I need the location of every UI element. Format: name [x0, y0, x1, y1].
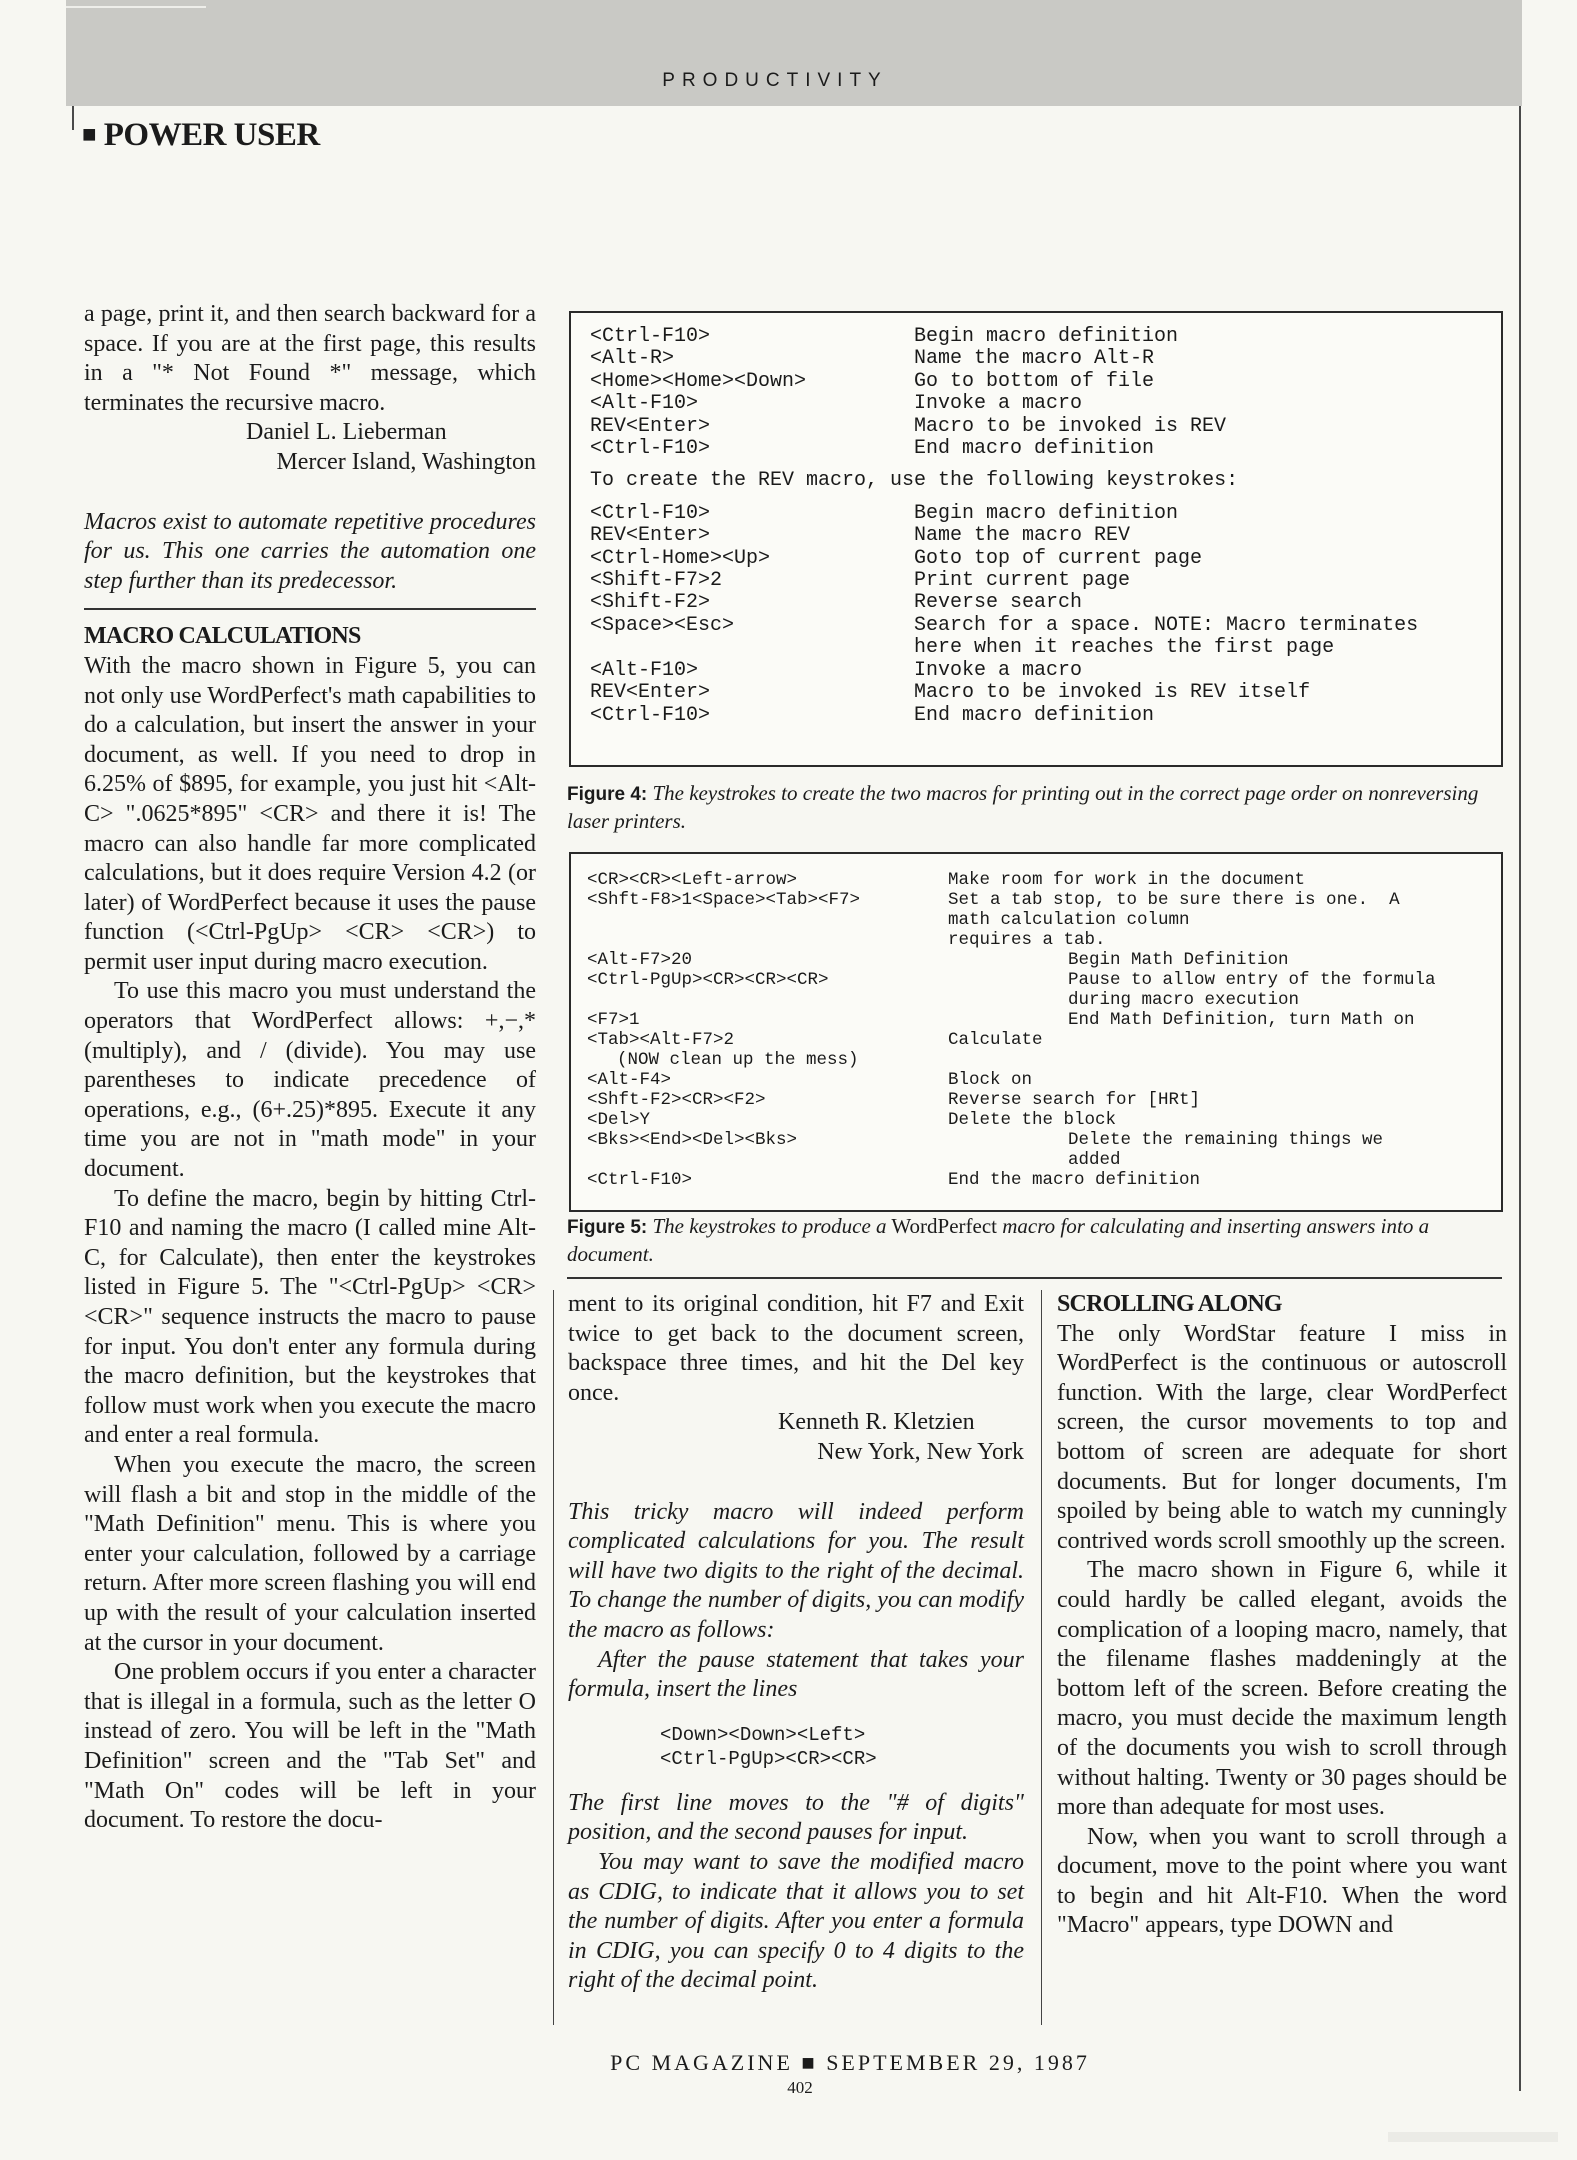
keystroke: <CR><CR><Left-arrow> — [587, 870, 798, 890]
keystroke: <Shft-F8>1<Space><Tab><F7> — [587, 890, 861, 910]
column-2 — [568, 1290, 1024, 1996]
keystroke: <Ctrl-F10> — [590, 437, 711, 461]
listing-row — [590, 371, 1501, 393]
paragraph: When you execute the macro, the screen will flash a bit and stop in the middle of the "Math Definition" menu. This is where you enter your calculation, followed by a carriage return. After more screen flashing you will end up with the result of your calculation inserted at the cursor in your document. — [84, 1451, 536, 1656]
keystroke-description: End Math Definition, turn Math on — [1068, 1010, 1415, 1030]
column-divider — [1041, 1290, 1042, 2025]
editor-note: You may want to save the modified macro as CDIG, to indicate that it allows you to set the number of digits. After you enter a formula in CDIG, you can specify 0 to 4 digits to the right of the decimal point. — [568, 1848, 1024, 1994]
paragraph: To define the macro, begin by hitting Ctrl-F10 and naming the macro (I called mine Alt-C, for Calculate), then enter the keystrokes listed in Figure 5. The "<Ctrl-PgUp> <CR> <CR>" sequence instructs the macro to pause for input. You don't enter any formula during the macro definition, but the keystrokes that follow must work when you execute the macro and enter a real formula. — [84, 1185, 536, 1449]
header-highlight-line — [66, 6, 206, 8]
keystroke-description: Search for a space. NOTE: Macro terminates here when it reaches the first page — [914, 613, 1419, 660]
caption-text: The keystrokes to create the two macros for printing out in the correct page order on nonreversing laser printers. — [567, 781, 1479, 833]
paragraph: ment to its original condition, hit F7 and Exit twice to get back to the document screen, backspace three times, and hit the Del key once. — [568, 1291, 1024, 1406]
listing-row — [587, 1070, 1501, 1090]
keystroke-description: Reverse search for [HRt] — [948, 1090, 1201, 1110]
listing-row — [590, 682, 1501, 704]
paragraph: Now, when you want to scroll through a document, move to the point where you want to begin and hit Alt-F10. When the word "Macro" appears, type DOWN and — [1057, 1823, 1507, 1939]
keystroke-description: Go to bottom of file — [914, 369, 1155, 393]
keystroke: <Ctrl-F10> — [590, 703, 711, 727]
column-1 — [84, 300, 536, 1836]
keystroke-description — [948, 1050, 1498, 1070]
listing-row — [587, 1170, 1501, 1190]
keystroke: <Shift-F2> — [590, 591, 711, 615]
keystroke-description: Print current page — [914, 569, 1131, 593]
listing-row — [590, 570, 1501, 592]
keystroke: <Ctrl-F10> — [590, 325, 711, 348]
figure-4-listing — [569, 311, 1503, 767]
department-bullet: ■ — [82, 122, 96, 148]
signature-place: New York, New York — [817, 1438, 1024, 1465]
keystroke: <Shft-F2><CR><F2> — [587, 1090, 766, 1110]
keystroke: REV<Enter> — [590, 681, 711, 705]
keystroke: <Tab><Alt-F7>2 — [587, 1030, 735, 1050]
keystroke-description: Delete the block — [948, 1110, 1117, 1130]
keystroke-description: Delete the remaining things we added — [1068, 1130, 1384, 1170]
keystroke: <Alt-F4> — [587, 1070, 672, 1090]
figure-4-caption — [567, 780, 1502, 834]
caption-label: Figure 4: — [567, 784, 648, 805]
listing-row — [587, 1010, 1501, 1030]
code-line: <Ctrl-PgUp><CR><CR> — [660, 1747, 877, 1770]
listing-row — [590, 416, 1501, 438]
listing-part-a — [590, 326, 1501, 460]
keystroke-description: Begin Math Definition — [1068, 950, 1289, 970]
left-rule — [72, 106, 74, 130]
keystroke-description: End macro definition — [914, 703, 1155, 727]
section-divider — [84, 608, 536, 610]
section-label: PRODUCTIVITY — [662, 70, 888, 91]
caption-text: macro for calculating and inserting answers into a document. — [567, 1214, 1430, 1266]
listing-row — [590, 592, 1501, 614]
keystroke: <Alt-R> — [590, 347, 675, 371]
keystroke: <Alt-F7>20 — [587, 950, 693, 970]
department-heading — [82, 117, 320, 154]
listing-row — [587, 870, 1501, 890]
column-3 — [1057, 1290, 1507, 1941]
keystroke: <Shift-F7>2 — [590, 569, 723, 593]
listing-row — [590, 438, 1501, 460]
listing-row — [587, 890, 1501, 950]
keystroke: REV<Enter> — [590, 414, 711, 438]
editor-note: Macros exist to automate repetitive procedures for us. This one carries the automation one step further than its predecessor. — [84, 508, 536, 594]
footer-separator: ■ — [801, 2050, 818, 2075]
paragraph: The only WordStar feature I miss in WordPerfect is the continuous or autoscroll function. With the large, clear WordPerfect screen, the cursor movements to top and bottom of screen are adequate for short documents. But for longer documents, I'm spoiled by being able to watch my cunningly contrived words scroll smoothly up the screen. — [1057, 1320, 1507, 1554]
listing-row — [590, 503, 1501, 525]
editor-note: After the pause statement that takes your formula, insert the lines — [568, 1646, 1024, 1703]
keystroke: <F7>1 — [587, 1010, 640, 1030]
keystroke-description: Set a tab stop, to be sure there is one. A math calculation column requires a tab. — [948, 890, 1400, 950]
keystroke-description: Calculate — [948, 1030, 1043, 1050]
keystroke: <Home><Home><Down> — [590, 369, 807, 393]
keystroke-description: Begin macro definition — [914, 325, 1179, 348]
listing-row — [590, 615, 1501, 660]
listing-row — [587, 1030, 1501, 1050]
listing-row — [590, 548, 1501, 570]
scan-watermark — [1388, 2132, 1558, 2142]
keystroke-description: Pause to allow entry of the formula during macro execution — [1068, 970, 1436, 1010]
keystroke: REV<Enter> — [590, 524, 711, 548]
keystroke-description: Invoke a macro — [914, 658, 1083, 682]
paragraph: To use this macro you must understand the operators that WordPerfect allows: +,−,* (multiply), and / (divide). You may use parentheses to indicate precedence of operations, e.g., (6+.25)*895. Execute it any time you are not in "math mode" in your document. — [84, 978, 536, 1183]
department-title: POWER USER — [103, 117, 320, 153]
keystroke-description: Reverse search — [914, 591, 1083, 615]
page-margin-corner — [0, 0, 66, 106]
keystroke-description: Invoke a macro — [914, 392, 1083, 416]
keystroke-description: Name the macro REV — [914, 524, 1131, 548]
keystroke: <Ctrl-Home><Up> — [590, 546, 771, 570]
keystroke: <Space><Esc> — [590, 613, 735, 637]
keystroke-description: End macro definition — [914, 437, 1155, 461]
page-footer — [400, 2050, 1300, 2076]
signature-place: Mercer Island, Washington — [276, 448, 536, 475]
keystroke-description: Name the macro Alt-R — [914, 347, 1155, 371]
caption-label: Figure 5: — [567, 1217, 648, 1238]
listing-row — [587, 1130, 1501, 1170]
keystroke: <Bks><End><Del><Bks> — [587, 1130, 798, 1150]
keystroke: <Alt-F10> — [590, 658, 699, 682]
signature-name: Kenneth R. Kletzien — [778, 1409, 975, 1436]
keystroke-description: Goto top of current page — [914, 546, 1203, 570]
paragraph: a page, print it, and then search backward for a space. If you are at the first page, this results in a "* Not Found *" message, which terminates the recursive macro. — [84, 301, 536, 416]
listing-instruction: To create the REV macro, use the following keystrokes: — [590, 469, 1239, 493]
caption-product: WordPerfect — [891, 1214, 998, 1238]
right-rule — [1519, 106, 1521, 2091]
listing-row — [590, 348, 1501, 370]
listing-row — [587, 970, 1501, 1010]
listing-row — [590, 660, 1501, 682]
keystroke-description: Macro to be invoked is REV itself — [914, 681, 1311, 705]
listing-row — [590, 326, 1501, 348]
magazine-name: PC MAGAZINE — [610, 2050, 793, 2075]
code-line: <Down><Down><Left> — [660, 1723, 866, 1746]
caption-text: The keystrokes to produce a — [652, 1214, 887, 1238]
keystroke-description: Macro to be invoked is REV — [914, 414, 1227, 438]
signature-name: Daniel L. Lieberman — [246, 419, 447, 446]
listing-part-b — [590, 503, 1501, 727]
paragraph: The macro shown in Figure 6, while it could hardly be called elegant, avoids the complication of a looping macro, namely, that the filename flashes maddeningly at the bottom left of the screen. Before creating the macro, you must decide the maximum length of the documents you wish to scroll through without halting. Twenty or 30 pages should be more than adequate for most uses. — [1057, 1557, 1507, 1821]
listing-rows — [571, 854, 1501, 1190]
listing-row — [590, 393, 1501, 415]
figure-5-caption — [567, 1213, 1502, 1267]
code-snippet — [660, 1723, 1024, 1771]
page-number: 402 — [787, 2078, 813, 2097]
figure-bottom-rule — [567, 1277, 1502, 1279]
listing-row — [590, 525, 1501, 547]
listing-row — [587, 1110, 1501, 1130]
paragraph: With the macro shown in Figure 5, you can not only use WordPerfect's math capabilities to do a calculation, but insert the answer in your document, as well. If you need to drop in 6.25% of $895, for example, you just hit <Alt-C> ".0625*895" <CR> and there it is! The macro can also handle far more complicated calculations, but it does require Version 4.2 (or later) of WordPerfect because it uses the pause function (<Ctrl-PgUp> <CR> <CR>) to permit user input during macro execution. — [84, 652, 536, 975]
editor-note: This tricky macro will indeed perform complicated calculations for you. The result will have two digits to the right of the decimal. To change the number of digits, you can modify the macro as follows: — [568, 1498, 1024, 1643]
section-heading: MACRO CALCULATIONS — [84, 623, 361, 650]
keystroke: <Alt-F10> — [590, 392, 699, 416]
keystroke: <Ctrl-PgUp><CR><CR><CR> — [587, 970, 829, 990]
keystroke: <Del>Y — [587, 1110, 651, 1130]
listing-row — [587, 1090, 1501, 1110]
issue-date: SEPTEMBER 29, 1987 — [826, 2050, 1090, 2075]
listing-row — [587, 950, 1501, 970]
column-divider — [553, 1290, 554, 2025]
editor-note: The first line moves to the "# of digits" position, and the second pauses for input. — [568, 1789, 1024, 1846]
keystroke-description: Block on — [948, 1070, 1033, 1090]
keystroke-description: Make room for work in the document — [948, 870, 1306, 890]
figure-5-listing — [569, 852, 1503, 1212]
keystroke: <Ctrl-F10> — [587, 1170, 693, 1190]
keystroke: <Ctrl-F10> — [590, 501, 711, 525]
section-heading: SCROLLING ALONG — [1057, 1291, 1282, 1317]
paragraph: One problem occurs if you enter a character that is illegal in a formula, such as the letter O instead of zero. You will be left in the "Math Definition" screen and the "Tab Set" and "Math On" codes will be left in your document. To restore the docu- — [84, 1659, 536, 1834]
keystroke-description: End the macro definition — [948, 1170, 1201, 1190]
listing-row — [590, 705, 1501, 727]
keystroke: (NOW clean up the mess) — [617, 1050, 859, 1070]
keystroke-description: Begin macro definition — [914, 501, 1179, 525]
listing-row — [587, 1050, 1501, 1070]
